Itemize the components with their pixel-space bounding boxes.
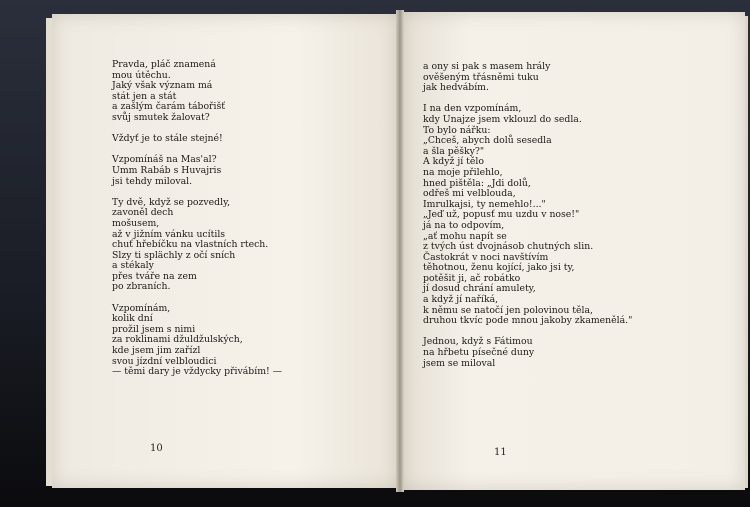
poem-line: já na to odpovím,: [423, 219, 505, 231]
poem-line: přes tváře na zem: [112, 270, 197, 282]
poem-line: mošusem,: [112, 217, 160, 229]
poem-line: „ať mohu napít se: [423, 230, 507, 242]
poem-line: prožil jsem s nimi: [112, 323, 196, 335]
poem-line: jsi tehdy miloval.: [112, 175, 193, 187]
right-page-poem-text: [423, 62, 632, 369]
book-gutter: [396, 10, 404, 492]
poem-line: zavoněl dech: [112, 207, 174, 219]
poem-line: za roklinami džuldžulských,: [112, 334, 243, 346]
poem-line: až v jižním vánku ucítils: [112, 228, 226, 240]
poem-line: „Jeď už, popusť mu uzdu v nose!": [423, 209, 580, 221]
poem-line: A když jí tělo: [423, 156, 484, 168]
poem-line: a stékaly: [112, 260, 154, 272]
poem-line: Pravda, pláč znamená: [112, 59, 216, 70]
poem-line: Vzpomínáš na Mas'al?: [112, 154, 217, 166]
poem-line: potěšit ji, ač robátko: [423, 272, 521, 284]
poem-line: chuť hřebíčku na vlastních rtech.: [112, 239, 269, 251]
poem-line: Vzpomínám,: [112, 302, 171, 314]
left-page-number: 10: [150, 443, 163, 454]
poem-line: druhou tkvíc pode mnou jakoby zkamenělá.": [423, 315, 633, 327]
poem-line: po zbraních.: [112, 281, 171, 293]
poem-line: ověšeným třásněmi tuku: [423, 71, 539, 83]
poem-line: svou jízdní velbloudici: [112, 355, 217, 367]
poem-line: na hřbetu písečné duny: [423, 347, 535, 359]
poem-line: jí dosud chrání amulety,: [423, 283, 536, 295]
poem-line: Jednou, když s Fátimou: [423, 336, 533, 348]
poem-line: jsem se miloval: [423, 357, 496, 369]
poem-line: svůj smutek žalovat?: [112, 111, 210, 123]
poem-line: kolik dní: [112, 313, 153, 325]
poem-line: odřeš mi velblouda,: [423, 188, 516, 200]
poem-line: a zašlým čarám tábořišť: [112, 101, 225, 113]
poem-line: Slzy ti splächly z očí sních: [112, 249, 236, 261]
poem-line: Imrulkajsi, ty nemehlo!...": [423, 198, 546, 210]
poem-line: těhotnou, ženu kojící, jako jsi ty,: [423, 262, 575, 274]
right-page-number: 11: [494, 447, 507, 458]
poem-line: kde jsem jim zařízl: [112, 345, 201, 357]
poem-line: hned pištěla: „Jdi dolů,: [423, 177, 531, 189]
poem-line: Ty dvě, když se pozvedly,: [112, 196, 231, 208]
poem-line: „Chceš, abych dolů sesedla: [423, 135, 552, 147]
poem-line: jak hedvábím.: [423, 82, 489, 94]
poem-line: k němu se natočí jen polovinou těla,: [423, 304, 593, 316]
poem-line: a ony si pak s masem hrály: [423, 61, 551, 72]
poem-line: mou útěchu.: [112, 69, 171, 81]
poem-line: Častokrát v noci navštívím: [423, 251, 549, 263]
poem-line: — těmi dary je vždycky přivábím! —: [112, 366, 283, 378]
poem-line: stát jen a stát: [112, 90, 177, 102]
poem-line: a když jí naříká,: [423, 294, 499, 306]
poem-line: z tvých úst dvojnásob chutných slin.: [423, 241, 594, 253]
poem-line: Vždyť je to stále stejné!: [112, 133, 223, 145]
left-page-poem-text: [112, 60, 282, 378]
poem-line: kdy Unajze jsem vklouzl do sedla.: [423, 113, 582, 125]
poem-line: To bylo nářku:: [423, 124, 491, 136]
poem-line: Jaký však význam má: [112, 80, 213, 92]
poem-line: a šla pěšky?": [423, 145, 485, 157]
poem-line: I na den vzpomínám,: [423, 103, 522, 115]
poem-line: na moje přilehlo,: [423, 166, 503, 178]
poem-line: Umm Rabáb s Huvajris: [112, 164, 222, 176]
